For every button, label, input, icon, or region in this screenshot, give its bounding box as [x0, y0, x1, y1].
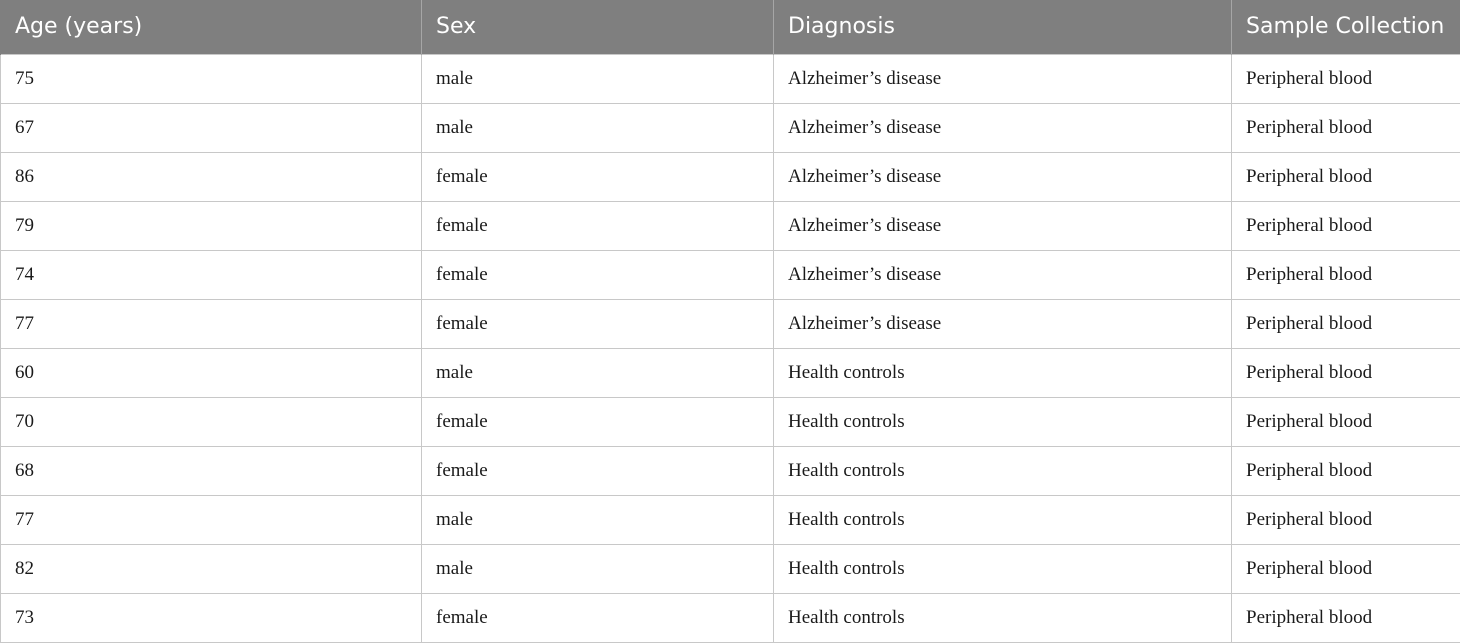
- table-row: [1, 495, 1460, 544]
- diagnosis-cell: Alzheimer’s disease: [774, 54, 1232, 103]
- table-row: [1, 397, 1460, 446]
- age-cell: 68: [1, 446, 422, 495]
- sex-cell: female: [422, 201, 774, 250]
- diagnosis-cell: Alzheimer’s disease: [774, 250, 1232, 299]
- table-header: [1, 0, 1460, 54]
- sex-cell: female: [422, 250, 774, 299]
- sample-collection-cell: Peripheral blood: [1232, 348, 1460, 397]
- age-cell: 77: [1, 299, 422, 348]
- sample-collection-cell: Peripheral blood: [1232, 201, 1460, 250]
- sex-cell: male: [422, 103, 774, 152]
- sex-cell: male: [422, 495, 774, 544]
- diagnosis-cell: Alzheimer’s disease: [774, 201, 1232, 250]
- age-cell: 79: [1, 201, 422, 250]
- table-row: [1, 299, 1460, 348]
- table-row: [1, 152, 1460, 201]
- age-cell: 86: [1, 152, 422, 201]
- sex-cell: female: [422, 446, 774, 495]
- sample-collection-cell: Peripheral blood: [1232, 152, 1460, 201]
- header-age: Age (years): [1, 0, 422, 54]
- diagnosis-cell: Health controls: [774, 348, 1232, 397]
- age-cell: 60: [1, 348, 422, 397]
- diagnosis-cell: Alzheimer’s disease: [774, 299, 1232, 348]
- sample-collection-cell: Peripheral blood: [1232, 250, 1460, 299]
- header-diagnosis: Diagnosis: [774, 0, 1232, 54]
- sex-cell: male: [422, 54, 774, 103]
- diagnosis-cell: Health controls: [774, 397, 1232, 446]
- sample-collection-cell: Peripheral blood: [1232, 544, 1460, 593]
- sample-collection-cell: Peripheral blood: [1232, 495, 1460, 544]
- sample-collection-cell: Peripheral blood: [1232, 397, 1460, 446]
- table-row: [1, 446, 1460, 495]
- age-cell: 77: [1, 495, 422, 544]
- age-cell: 70: [1, 397, 422, 446]
- table-row: [1, 201, 1460, 250]
- diagnosis-cell: Alzheimer’s disease: [774, 103, 1232, 152]
- diagnosis-cell: Alzheimer’s disease: [774, 152, 1232, 201]
- header-sex: Sex: [422, 0, 774, 54]
- age-cell: 67: [1, 103, 422, 152]
- sample-collection-cell: Peripheral blood: [1232, 446, 1460, 495]
- age-cell: 74: [1, 250, 422, 299]
- table-row: [1, 593, 1460, 642]
- age-cell: 73: [1, 593, 422, 642]
- diagnosis-cell: Health controls: [774, 446, 1232, 495]
- sample-collection-cell: Peripheral blood: [1232, 54, 1460, 103]
- sex-cell: male: [422, 348, 774, 397]
- sample-collection-cell: Peripheral blood: [1232, 299, 1460, 348]
- sex-cell: female: [422, 397, 774, 446]
- diagnosis-cell: Health controls: [774, 544, 1232, 593]
- sex-cell: male: [422, 544, 774, 593]
- age-cell: 75: [1, 54, 422, 103]
- header-row: [1, 0, 1460, 54]
- table-row: [1, 54, 1460, 103]
- sex-cell: female: [422, 152, 774, 201]
- table-row: [1, 103, 1460, 152]
- table-row: [1, 348, 1460, 397]
- header-sample-collection: Sample Collection: [1232, 0, 1460, 54]
- table-row: [1, 250, 1460, 299]
- diagnosis-cell: Health controls: [774, 495, 1232, 544]
- sample-collection-cell: Peripheral blood: [1232, 103, 1460, 152]
- table-row: [1, 544, 1460, 593]
- sex-cell: female: [422, 299, 774, 348]
- table-body: [1, 54, 1460, 642]
- sex-cell: female: [422, 593, 774, 642]
- age-cell: 82: [1, 544, 422, 593]
- sample-collection-cell: Peripheral blood: [1232, 593, 1460, 642]
- diagnosis-cell: Health controls: [774, 593, 1232, 642]
